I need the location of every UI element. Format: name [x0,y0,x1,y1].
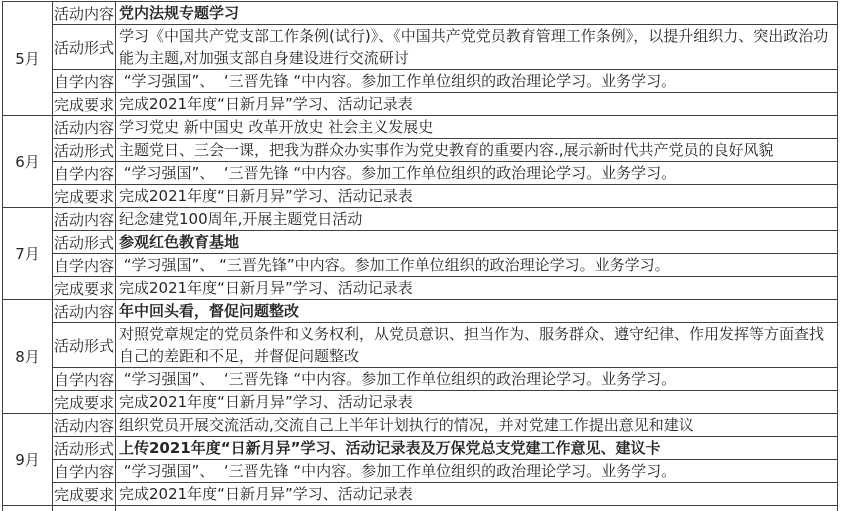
row-label-completion: 完成要求 [53,185,116,208]
table-row [3,25,838,70]
cell-september-completion: 完成2021年度“日新月异”学习、活动记录表 [116,483,838,506]
table-row [3,300,838,323]
month-cell-august: 8月 [3,300,53,414]
cell-june-activity-content: 学习党史 新中国史 改革开放史 社会主义发展史 [116,116,838,139]
row-label-completion: 完成要求 [53,391,116,414]
table-row [3,437,838,460]
row-label-activity-form: 活动形式 [53,437,116,460]
month-cell-september: 9月 [3,414,53,506]
table-row [3,208,838,231]
row-label-activity-form: 活动形式 [53,139,116,162]
table-row [3,368,838,391]
row-label-activity-form: 活动形式 [53,231,116,254]
cell-july-activity-form: 参观红色教育基地 [116,231,838,254]
cell-september-activity-content: 组织党员开展交流活动,交流自己上半年计划执行的情况，并对党建工作提出意见和建议 [116,414,838,437]
table-row [3,391,838,414]
row-label-completion: 完成要求 [53,277,116,300]
partial-label-cell [53,506,116,511]
table-row [3,254,838,277]
cell-june-completion: 完成2021年度“日新月异”学习、活动记录表 [116,185,838,208]
row-label-completion: 完成要求 [53,93,116,116]
row-label-activity-content: 活动内容 [53,2,116,25]
row-label-activity-content: 活动内容 [53,208,116,231]
row-label-self-study: 自学内容 [53,162,116,185]
cell-may-activity-form: 学习《中国共产党支部工作条例(试行)》、《中国共产党党员教育管理工作条例》，以提升组织力、突出政治功能为主题,对加强支部自身建设进行交流研讨 [116,25,838,70]
cell-june-self-study: “学习强国”、 ‘三晋先锋 “中内容。参加工作单位组织的政治理论学习。业务学习。 [116,162,838,185]
row-label-activity-content: 活动内容 [53,414,116,437]
month-cell-july: 7月 [3,208,53,300]
cell-july-activity-content: 纪念建党100周年,开展主题党日活动 [116,208,838,231]
table-row [3,2,838,25]
monthly-activity-schedule-table [2,1,838,511]
table-row [3,162,838,185]
table-row [3,483,838,506]
month-cell-may: 5月 [3,2,53,116]
table-row [3,277,838,300]
cell-august-self-study: “学习强国”、 ‘三晋先锋 “中内容。参加工作单位组织的政治理论学习。业务学习。 [116,368,838,391]
cell-september-activity-form: 上传2021年度“日新月异”学习、活动记录表及万保党总支党建工作意见、建议卡 [116,437,838,460]
table-row [3,93,838,116]
cell-august-activity-form: 对照党章规定的党员条件和义务权利，从党员意识、担当作为、服务群众、遵守纪律、作用发挥等方面查找自己的差距和不足，并督促问题整改 [116,323,838,368]
row-label-completion: 完成要求 [53,483,116,506]
cell-july-completion: 完成2021年度“日新月异”学习、活动记录表 [116,277,838,300]
table-row [3,231,838,254]
table-row [3,116,838,139]
row-label-self-study: 自学内容 [53,70,116,93]
cell-may-activity-content: 党内法规专题学习 [116,2,838,25]
cell-may-self-study: “学习强国”、 ‘三晋先锋 “中内容。参加工作单位组织的政治理论学习。业务学习。 [116,70,838,93]
row-label-activity-form: 活动形式 [53,323,116,368]
table-row [3,414,838,437]
month-cell-june: 6月 [3,116,53,208]
cell-august-completion: 完成2021年度“日新月异”学习、活动记录表 [116,391,838,414]
row-label-self-study: 自学内容 [53,254,116,277]
row-label-activity-content: 活动内容 [53,116,116,139]
cell-august-activity-content: 年中回头看，督促问题整改 [116,300,838,323]
partial-row [3,506,838,511]
partial-content-cell [116,506,838,511]
table-row [3,460,838,483]
cell-may-completion: 完成2021年度“日新月异”学习、活动记录表 [116,93,838,116]
partial-month-cell [3,506,53,511]
table-row [3,185,838,208]
table-row [3,70,838,93]
row-label-activity-content: 活动内容 [53,300,116,323]
cell-july-self-study: “学习强国”、 “三晋先锋”中内容。参加工作单位组织的政治理论学习。业务学习。 [116,254,838,277]
row-label-activity-form: 活动形式 [53,25,116,70]
row-label-self-study: 自学内容 [53,460,116,483]
table-row [3,139,838,162]
cell-september-self-study: “学习强国”、 ‘三晋先锋 “中内容。参加工作单位组织的政治理论学习。业务学习。 [116,460,838,483]
row-label-self-study: 自学内容 [53,368,116,391]
cell-june-activity-form: 主题党日、三会一课，把我为群众办实事作为党史教育的重要内容.,展示新时代共产党员的良好风貌 [116,139,838,162]
table-row [3,323,838,368]
